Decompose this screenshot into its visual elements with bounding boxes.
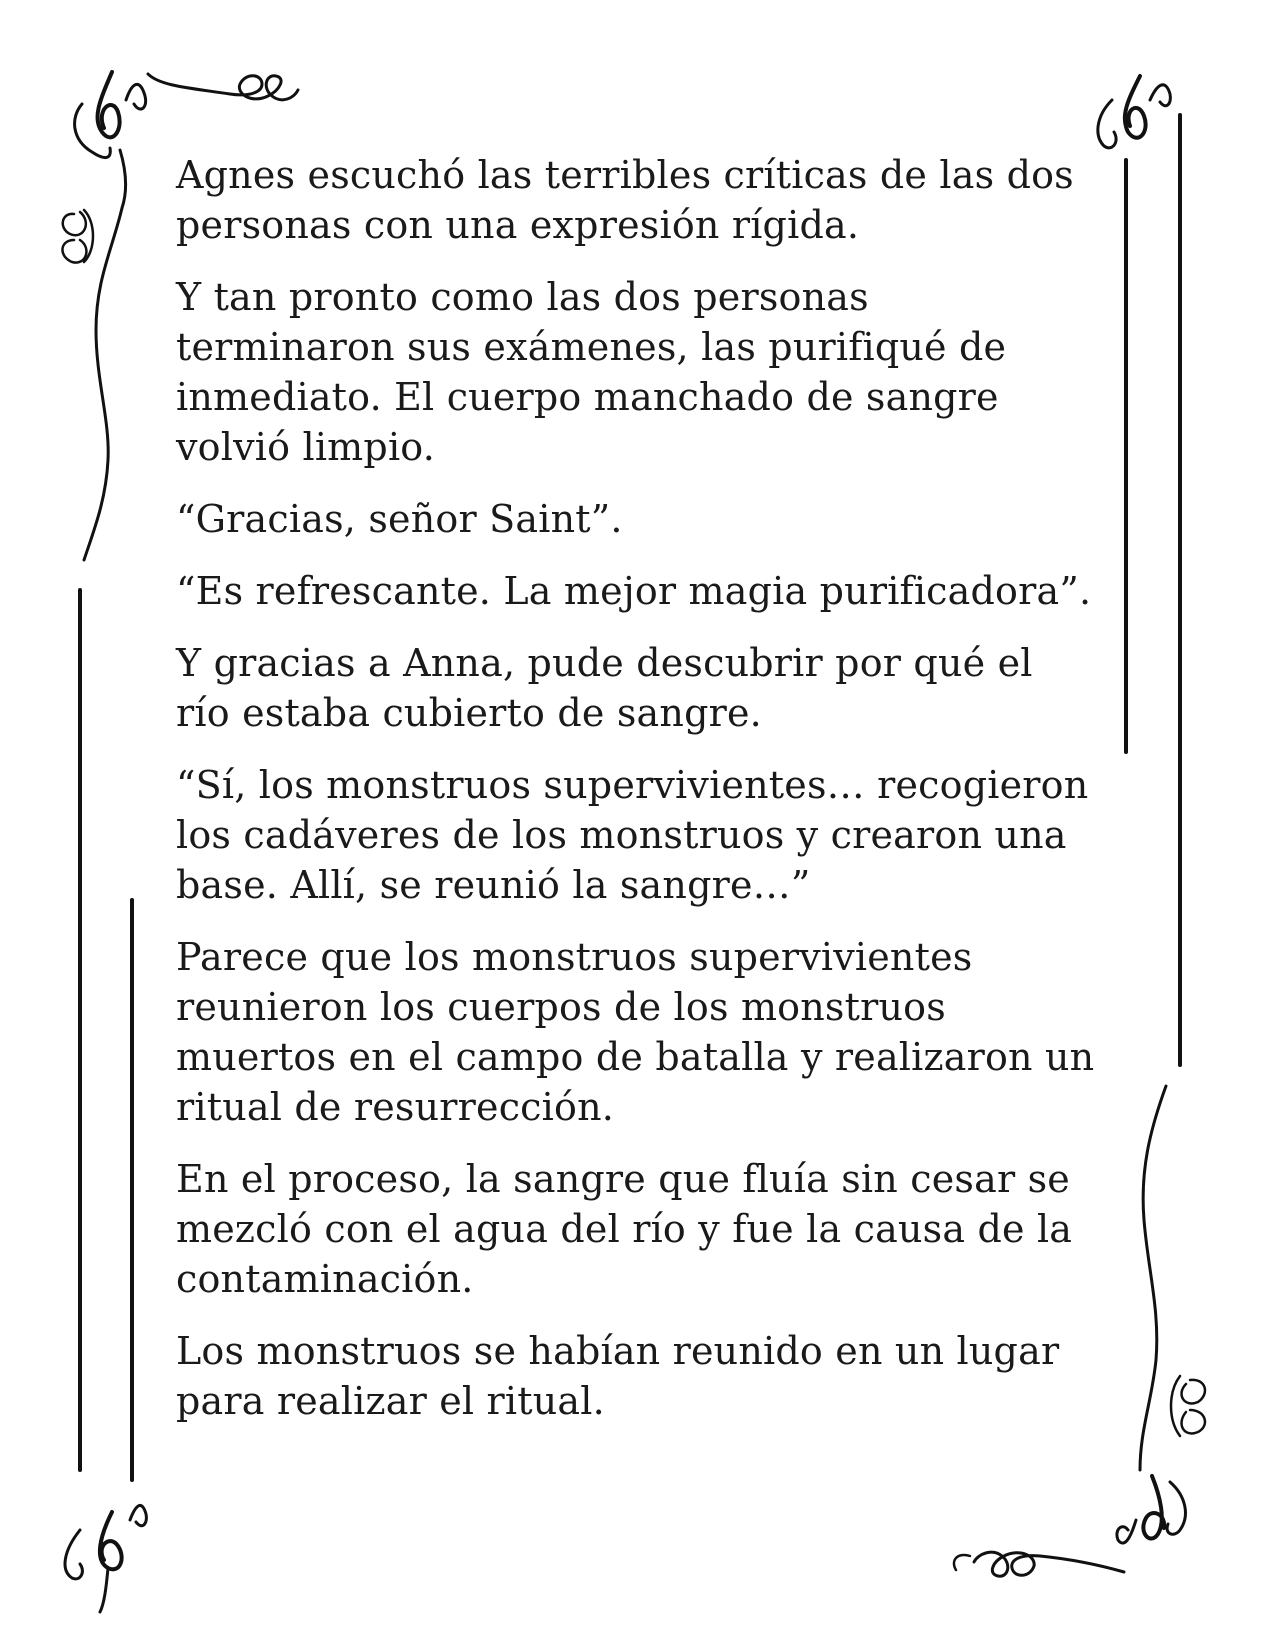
- paragraph: Parece que los monstruos supervivientes reunieron los cuerpos de los monstruos muertos en el campo de batalla y realizaron un ritual de resurrección.: [176, 935, 1095, 1129]
- body-text: [176, 150, 1096, 1448]
- paragraph: Y tan pronto como las dos personas terminaron sus exámenes, las purifiqué de inmediato. El cuerpo manchado de sangre volvió limpio.: [176, 275, 1007, 469]
- paragraph: Y gracias a Anna, pude descubrir por qué el río estaba cubierto de sangre.: [176, 641, 1033, 735]
- paragraph: Los monstruos se habían reunido en un lugar para realizar el ritual.: [176, 1329, 1060, 1423]
- paragraph: “Gracias, señor Saint”.: [176, 497, 623, 541]
- bottom-left-flourish-icon: [65, 1505, 146, 1612]
- top-right-flourish-icon: [1098, 76, 1171, 148]
- paragraph: En el proceso, la sangre que fluía sin cesar se mezcló con el agua del río y fue la causa de la contaminación.: [176, 1157, 1073, 1301]
- paragraph: Agnes escuchó las terribles críticas de las dos personas con una expresión rígida.: [176, 153, 1074, 247]
- paragraph: “Sí, los monstruos supervivientes… recogieron los cadáveres de los monstruos y crearon una base. Allí, se reunió la sangre…”: [176, 763, 1089, 907]
- paragraph: “Es refrescante. La mejor magia purificadora”.: [176, 569, 1092, 613]
